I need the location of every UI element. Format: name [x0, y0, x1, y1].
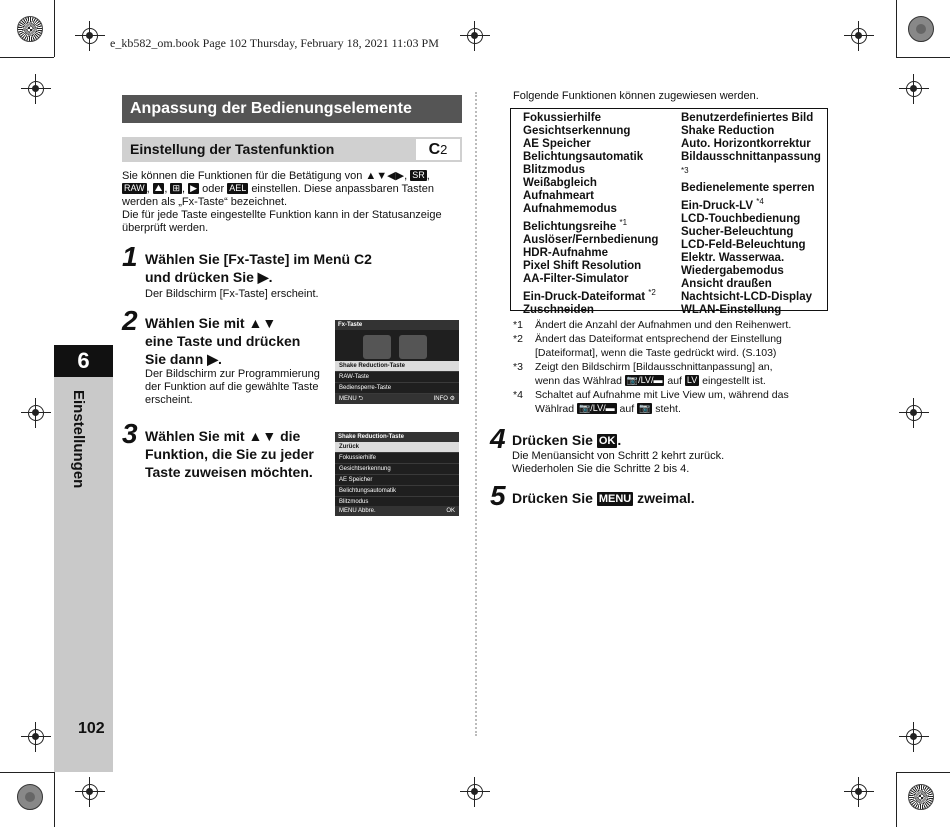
camera-screen-fx-taste	[335, 320, 459, 404]
camera-illustration	[335, 330, 459, 361]
intro-paragraph	[122, 170, 460, 235]
function-item: Belichtungsautomatik	[523, 151, 644, 163]
crosshair-mark-icon	[906, 729, 922, 745]
step-description: Der Bildschirm [Fx-Taste] erscheint.	[145, 288, 319, 300]
step-number: 2	[122, 305, 138, 336]
function-item: Sucher-Beleuchtung	[681, 225, 794, 238]
function-item: Weißabgleich	[523, 177, 597, 189]
function-item: Aufnahmeart	[523, 190, 594, 202]
screen-menu-row: Blitzmodus	[335, 497, 459, 508]
screen-footer: MENU Abbre. OK	[335, 506, 459, 516]
footnote: *4 Schaltet auf Aufnahme mit Live View um, während das Wählrad 📷/LV/▬ auf 📷 steht.	[513, 389, 789, 415]
crosshair-mark-icon	[82, 28, 98, 44]
crosshair-mark-icon	[467, 784, 483, 800]
step-heading: Drücken Sie OK .	[512, 432, 622, 448]
raw-key-icon: RAW	[124, 183, 145, 193]
intro-line: RAW , ⛰ , ⊞ , ▶ oder AEL einstellen. Diese anpassbaren Tasten	[124, 183, 434, 195]
step-heading: Wählen Sie [Fx-Taste] im Menü C2 und drücken Sie ▶.	[145, 251, 372, 285]
screen-title: Fx-Taste	[335, 320, 459, 330]
step-heading: Wählen Sie mit ▲▼ die Funktion, die Sie zu jeder Taste zuweisen möchten.	[145, 428, 314, 480]
function-item: Auslöser/Fernbedienung	[523, 233, 659, 246]
screen-menu-row: Zurück	[335, 442, 459, 453]
sr-key-icon: SR	[412, 170, 425, 180]
grid-key-icon: ⊞	[172, 183, 181, 193]
function-item: Belichtungsreihe $^{*1}$	[523, 218, 628, 233]
crosshair-mark-icon	[906, 81, 922, 97]
footnote: *1 Ändert die Anzahl der Aufnahmen und den Reihenwert.	[513, 319, 792, 331]
crosshair-mark-icon	[851, 784, 867, 800]
function-item: Bildausschnittanpassung $^{*3}$	[681, 151, 821, 175]
function-item: Pixel Shift Resolution	[523, 259, 642, 272]
crosshair-mark-icon	[851, 28, 867, 44]
registration-sunburst-icon	[908, 784, 934, 810]
functions-column-left	[523, 112, 658, 317]
page-number: 102	[78, 720, 105, 737]
intro-line: werden als „Fx-Taste“ bezeichnet.	[122, 196, 288, 208]
function-item: Aufnahmemodus	[523, 203, 617, 215]
function-item: Ein-Druck-LV $^{*4}$	[681, 196, 764, 212]
function-item: HDR-Aufnahme	[523, 246, 608, 259]
crosshair-mark-icon	[82, 784, 98, 800]
screen-menu-row: Fokussierhilfe	[335, 453, 459, 464]
crosshair-mark-icon	[28, 729, 44, 745]
dial-position-icon: 📷/LV/▬	[626, 375, 663, 385]
step-heading: Drücken Sie MENU zweimal.	[512, 490, 695, 506]
function-item: Auto. Horizontkorrektur	[681, 138, 811, 150]
step-heading: Wählen Sie mit ▲▼ eine Taste und drücken Sie dann ▶.	[145, 315, 301, 367]
function-item: Bedienelemente sperren	[681, 181, 815, 194]
function-item: Wiedergabemodus	[681, 264, 784, 277]
trim-line	[54, 0, 55, 57]
step-description: Der Bildschirm zur Programmierung der Funktion auf die gewählte Taste erscheint.	[145, 368, 320, 406]
function-item: Benutzerdefiniertes Bild	[681, 112, 814, 124]
step-number: 5	[490, 480, 506, 511]
trim-line	[896, 772, 897, 827]
chapter-number: 6	[54, 345, 113, 377]
intro-line: Sie können die Funktionen für die Betätigung von ▲▼◀▶, SR ,	[122, 170, 430, 182]
trim-line	[896, 772, 950, 773]
crosshair-mark-icon	[906, 405, 922, 421]
screen-menu-row: Shake Reduction-Taste	[335, 361, 459, 372]
function-item: Shake Reduction	[681, 125, 775, 137]
functions-table	[510, 108, 828, 316]
ael-key-icon: AEL	[229, 183, 247, 193]
chapter-title: Einstellungen	[70, 390, 87, 489]
dial-position-icon: 📷/LV/▬	[579, 403, 615, 413]
function-item: AA-Filter-Simulator	[523, 272, 629, 285]
function-item: AE Speicher	[523, 138, 591, 150]
footnotes	[513, 318, 833, 416]
mode-c2-badge	[416, 139, 460, 160]
function-item: Zuschneiden	[523, 303, 594, 316]
step-description: Die Menüansicht von Schritt 2 kehrt zurück. Wiederholen Sie die Schritte 2 bis 4.	[512, 450, 725, 475]
function-item: Ansicht draußen	[681, 277, 772, 290]
screen-menu-row: RAW-Taste	[335, 372, 459, 383]
function-item: Fokussierhilfe	[523, 112, 601, 124]
camera-screen-shake-reduction	[335, 432, 459, 516]
screen-title: Shake Reduction-Taste	[335, 432, 459, 442]
step-number: 3	[122, 418, 138, 449]
crosshair-mark-icon	[28, 81, 44, 97]
function-item: Nachtsicht-LCD-Display	[681, 290, 812, 303]
camera-icon: 📷	[639, 403, 651, 413]
footnote: *2 Ändert das Dateiformat entsprechend der Einstellung [Dateiformat], wenn die Taste gedrückt wird. (S.103)	[513, 333, 782, 359]
screen-menu-row: AE Speicher	[335, 475, 459, 486]
function-item: LCD-Feld-Beleuchtung	[681, 238, 806, 251]
section-title: Anpassung der Bedienungselemente	[122, 95, 462, 123]
trim-line	[896, 0, 897, 57]
trim-line	[896, 57, 950, 58]
registration-gray-circle-icon	[908, 16, 934, 42]
functions-column-right	[681, 112, 827, 317]
lock-key-icon: ⛰	[154, 183, 163, 193]
screen-menu-row: Bediensperre-Taste	[335, 383, 459, 394]
registration-gray-circle-icon	[17, 784, 43, 810]
play-key-icon: ▶	[190, 183, 198, 193]
function-item: WLAN-Einstellung	[681, 303, 782, 316]
function-item: Ein-Druck-Dateiformat $^{*2}$	[523, 287, 656, 303]
trim-line	[0, 57, 54, 58]
intro-line: überprüft werden.	[122, 222, 209, 234]
crosshair-mark-icon	[28, 405, 44, 421]
step-number: 4	[490, 423, 506, 454]
function-item: Gesichtserkennung	[523, 125, 631, 137]
column-divider	[475, 92, 479, 736]
trim-line	[54, 772, 55, 827]
function-item: LCD-Touchbedienung	[681, 212, 801, 225]
functions-intro: Folgende Funktionen können zugewiesen werden.	[513, 90, 759, 102]
mode-subscript: 2	[440, 142, 448, 157]
print-header: e_kb582_om.book Page 102 Thursday, February 18, 2021 11:03 PM	[110, 36, 439, 50]
step-number: 1	[122, 241, 138, 272]
footnote: *3 Zeigt den Bildschirm [Bildausschnittanpassung] an, wenn das Wählrad 📷/LV/▬ auf LV eingestellt ist.	[513, 361, 773, 387]
function-item: Elektr. Wasserwaa.	[681, 251, 785, 264]
trim-line	[0, 772, 54, 773]
mode-c2-icon: C2	[354, 251, 372, 267]
lv-icon: LV	[686, 375, 698, 385]
registration-sunburst-icon	[17, 16, 43, 42]
ok-button-icon: OK	[598, 435, 616, 447]
screen-menu-row: Gesichtserkennung	[335, 464, 459, 475]
crosshair-mark-icon	[467, 28, 483, 44]
mode-letter: C	[428, 141, 441, 158]
subsection-title: Einstellung der Tastenfunktion	[122, 137, 462, 162]
screen-footer: MENU ⮌ INFO ⚙	[335, 394, 459, 404]
function-item: Blitzmodus	[523, 164, 585, 176]
intro-line: Die für jede Taste eingestellte Funktion kann in der Statusanzeige	[122, 209, 442, 221]
menu-button-icon: MENU	[598, 493, 632, 505]
screen-menu-row: Belichtungsautomatik	[335, 486, 459, 497]
